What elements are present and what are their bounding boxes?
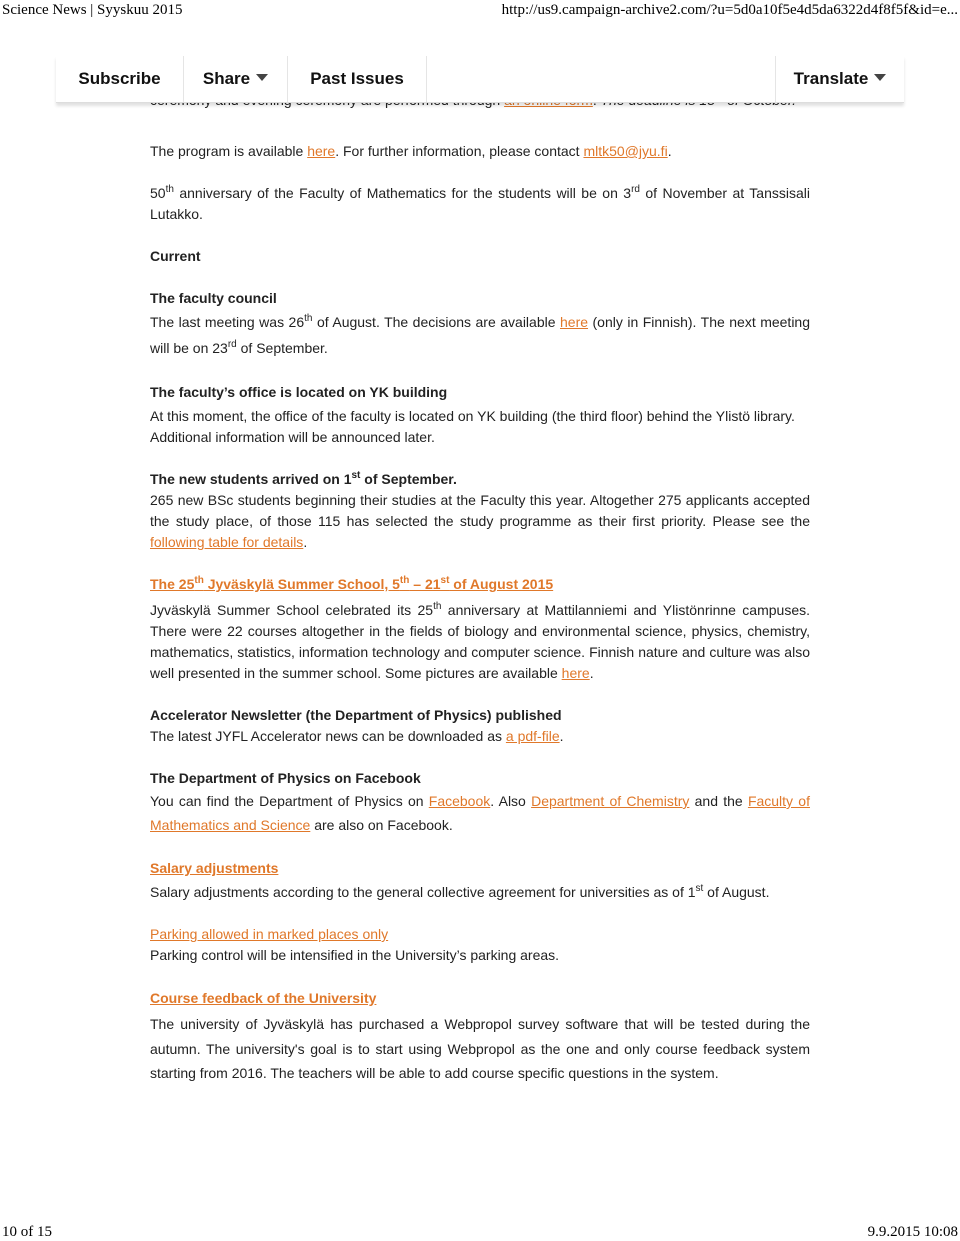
program-here-link[interactable]: here	[307, 143, 336, 159]
feedback-heading[interactable]	[150, 988, 810, 1009]
salary-heading[interactable]	[150, 858, 810, 879]
accelerator-heading: Accelerator Newsletter (the Department of Physics) published	[150, 707, 562, 723]
feedback-paragraph: The university of Jyväskylä has purchased a Webpropol survey software that will be tested during the autumn. The university's goal is to start using Webpropol as the one and only course feedback system starting from 2016. The teachers will be able to add course specific questions in the system.	[150, 1016, 810, 1081]
council-paragraph: The last meeting was 26th of August. The decisions are available here (only in Finnish). The next meeting will be on 23rd of September.	[150, 313, 811, 356]
parking-paragraph: Parking control will be intensified in the University’s parking areas.	[150, 947, 560, 963]
print-footer	[0, 1224, 960, 1241]
nav-divider	[426, 56, 427, 102]
translate-caret-icon	[874, 74, 886, 81]
print-page-url: http://us9.campaign-archive2.com/?u=5d0a10f5e4d5da6322d4f8f5f&id=e...	[501, 2, 958, 18]
share-button[interactable]: Share	[184, 56, 287, 102]
summer-school-paragraph: Jyväskylä Summer School celebrated its 25th anniversary at Mattilanniemi and Ylistönrinne campuses. There were 22 courses altogether in the fields of biology and environmental science, physics, chemistry, mathematics, statistics, information technology and computer science. Finnish nature and culture was also well presented in the summer school. Some pictures are available here.	[150, 601, 810, 681]
print-datetime: 9.9.2015 10:08	[867, 1224, 958, 1240]
summer-school-heading[interactable]	[150, 574, 810, 595]
newsletter-navbar	[56, 56, 904, 103]
current-heading: Current	[150, 248, 201, 264]
anniversary-paragraph: 50th anniversary of the Faculty of Mathematics for the students will be on 3rd of November at Tanssisali Lutakko.	[150, 184, 810, 222]
summer-pictures-link[interactable]: here	[561, 665, 590, 681]
summer-school-link[interactable]: The 25th Jyväskylä Summer School, 5th – 21st of August 2015	[150, 575, 554, 592]
subscribe-button[interactable]: Subscribe	[78, 69, 161, 88]
print-header	[0, 0, 960, 22]
facebook-paragraph: You can find the Department of Physics on Facebook. Also Department of Chemistry and the Faculty of Mathematics and Science are also on Facebook.	[150, 793, 810, 833]
page-number: 10 of 15	[2, 1224, 52, 1240]
council-heading: The faculty council	[150, 290, 277, 306]
parking-heading[interactable]	[150, 924, 810, 945]
office-paragraph: At this moment, the office of the faculty is located on YK building (the third floor) behind the Ylistö library. Additional information will be announced later.	[150, 408, 795, 445]
council-decisions-link[interactable]: here	[560, 314, 589, 330]
salary-link[interactable]: Salary adjustments	[150, 860, 279, 876]
chemistry-link[interactable]: Department of Chemistry	[531, 793, 690, 809]
students-paragraph: 265 new BSc students beginning their studies at the Faculty this year. Altogether 275 applicants accepted the study place, of those 115 has selected the study programme as their first priority. Please see the following table for details.	[150, 492, 810, 550]
print-page-title: Science News | Syyskuu 2015	[2, 2, 183, 18]
office-heading: The faculty’s office is located on YK building	[150, 384, 448, 400]
parking-link[interactable]: Parking allowed in marked places only	[150, 926, 389, 942]
past-issues-button[interactable]: Past Issues	[310, 69, 404, 88]
details-table-link[interactable]: following table for details	[150, 534, 304, 550]
newsletter-content	[150, 90, 810, 1086]
facebook-link[interactable]: Facebook	[428, 793, 491, 809]
contact-email-link[interactable]: mltk50@jyu.fi	[583, 143, 668, 159]
translate-button[interactable]: Translate	[776, 56, 904, 102]
students-heading: The new students arrived on 1st of September.	[150, 470, 457, 487]
accelerator-paragraph: The latest JYFL Accelerator news can be downloaded as a pdf-file.	[150, 728, 564, 744]
facebook-heading: The Department of Physics on Facebook	[150, 770, 421, 786]
pdf-file-link[interactable]: a pdf-file	[505, 728, 560, 744]
share-caret-icon	[256, 74, 268, 81]
feedback-link[interactable]: Course feedback of the University	[150, 990, 377, 1006]
faculty-link[interactable]: Faculty of Mathematics and Science	[150, 793, 810, 833]
program-paragraph: The program is available here. For further information, please contact mltk50@jyu.fi.	[150, 143, 672, 159]
salary-paragraph: Salary adjustments according to the general collective agreement for universities as of 1st of August.	[150, 883, 770, 900]
